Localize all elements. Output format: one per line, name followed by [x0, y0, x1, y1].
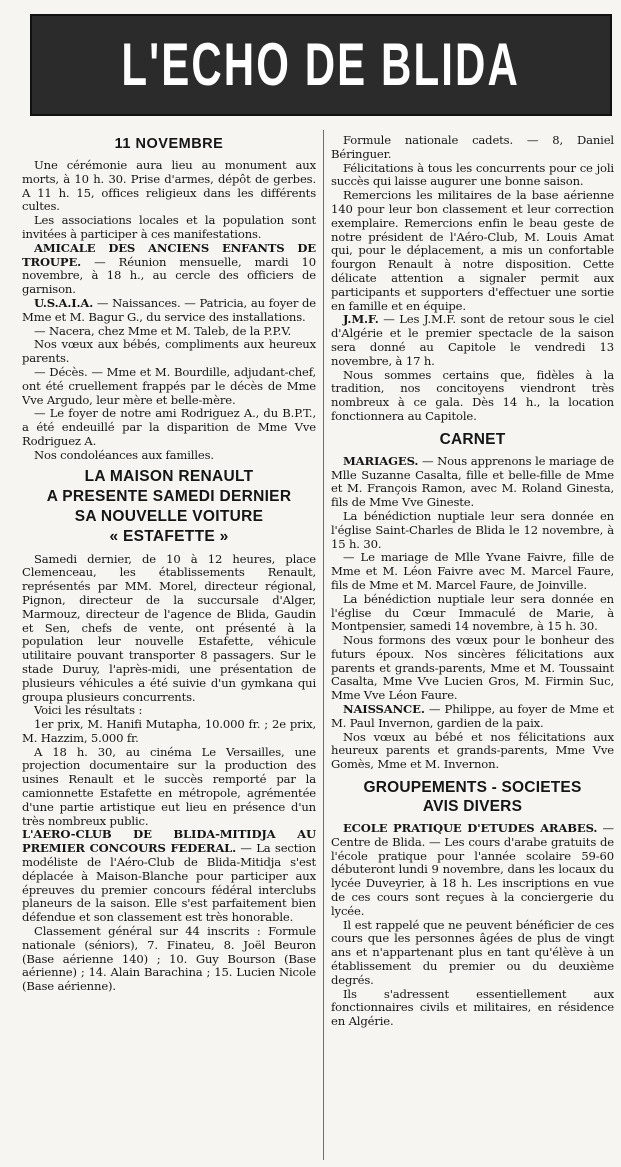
notice-aero-club: [22, 828, 316, 925]
notice-amicale: [22, 242, 316, 297]
notice-text: — Naissances. — Patricia, au foyer de Mme et M. Bagur G., du service des installations.: [22, 295, 316, 324]
heading-carnet: [331, 430, 614, 449]
paragraph: Samedi dernier, de 10 à 12 heures, place Clemenceau, les établissements Renault, représentés par MM. Morel, directeur régional, Pignon, directeur de la succursale d'Alger, Marmouz, directeur de l'agence de Blida, Gaudin et Sen, chefs de vente, ont présenté à la population leur nouvelle Estafette, véhicule utilitaire pouvant transporter 8 passagers. Sur le stade Duruy, l'après-midi, une présentation de plusieurs véhicules a été suivie d'un gymkana qui groupa plusieurs concurrents.: [22, 551, 316, 704]
heading-renault: [22, 467, 316, 547]
right-column: [331, 134, 614, 1158]
paragraph: Formule nationale cadets. — 8, Daniel Béringuer.: [331, 134, 614, 161]
paragraph: Il est rappelé que ne peuvent bénéficier de ces cours que les personnes âgées de plus de vingt ans et n'appartenant plus en tant qu'élève à un établissement du premier ou du deuxième degrés.: [331, 917, 614, 987]
left-column: [22, 134, 316, 1158]
paragraph: Les associations locales et la population sont invitées à participer à ces manifestations.: [22, 213, 316, 241]
heading-line: A PRESENTE SAMEDI DERNIER: [46, 487, 292, 505]
notice-lead: L'AERO-CLUB DE BLIDA-MITIDJA AU PREMIER CONCOURS FEDERAL.: [22, 827, 316, 856]
notice-text: — Centre de Blida. — Les cours d'arabe gratuits de l'école pratique pour l'année scolaire 59-60 débuteront lundi 9 novembre, dans les locaux du lycée Duveyrier, à 18 h. Les inscriptions en vue de ces cours sont reçues à la conciergerie du lycée.: [331, 821, 614, 918]
paragraph: La bénédiction nuptiale leur sera donnée en l'église du Cœur Immaculé de Marie, à Montpensier, samedi 14 novembre, à 15 h. 30.: [331, 591, 614, 634]
heading-line: SA NOUVELLE VOITURE: [74, 507, 264, 525]
notice-lead: ECOLE PRATIQUE D'ETUDES ARABES.: [343, 821, 598, 836]
paragraph: Nos condoléances aux familles.: [34, 447, 214, 462]
paragraph: Nos vœux au bébé et nos félicitations aux heureux parents et grands-parents, Mme Vve Gomès, Mme et M. Invernon.: [331, 729, 614, 772]
notice-jmf: [331, 313, 614, 368]
notice-usaia: [22, 297, 316, 325]
notice-text: — Réunion mensuelle, mardi 10 novembre, à 18 h., au cercle des officiers de garnison.: [22, 254, 316, 297]
paragraph: Nous formons des vœux pour le bonheur des futurs époux. Nos sincères félicitations aux parents et grands-parents, Mme et M. Toussaint Casalta, Mme Vve Lucien Gros, M. Firmin Suc, Mme Vve Léon Faure.: [331, 633, 614, 703]
paragraph: Remercions les militaires de la base aérienne 140 pour leur bon classement et leur correction exemplaire. Remercions enfin le beau geste de notre président de l'Aéro-Club, M. Louis Amat qui, pour le déplacement, a mis un confortable fourgon Renault à notre disposition. Cette délicate attention a signaler permit aux participants et supporters d'effectuer une sortie en famille et en équipe.: [331, 188, 614, 313]
heading-groupements: [331, 778, 614, 816]
column-divider: [323, 130, 324, 1160]
notice-text: — Les J.M.F. sont de retour sous le ciel d'Algérie et le premier spectacle de la saison sera donné au Capitole le vendredi 13 novembre, à 17 h.: [331, 312, 614, 368]
paragraph: Nous sommes certains que, fidèles à la tradition, nos concitoyens viendront très nombreux à ce gala. Dès 14 h., la location fonctionnera au Capitole.: [331, 367, 614, 423]
heading-line: LA MAISON RENAULT: [84, 467, 254, 485]
heading-line: CARNET: [439, 430, 506, 448]
notice-lead: J.M.F.: [343, 312, 379, 327]
paragraph: Ils s'adressent essentiellement aux fonctionnaires civils et militaires, en résidence en Algérie.: [331, 986, 614, 1029]
masthead-title: L'ECHO DE BLIDA: [121, 31, 521, 98]
paragraph: Une cérémonie aura lieu au monument aux morts, à 10 h. 30. Prise d'armes, dépôt de gerbes. A 11 h. 15, offices religieux dans les différents cultes.: [22, 158, 316, 214]
notice-lead: U.S.A.I.A.: [34, 295, 94, 310]
paragraph: Nos vœux aux bébés, compliments aux heureux parents.: [22, 337, 316, 366]
notice-mariages: [331, 455, 614, 510]
notice-naissance: [331, 703, 614, 731]
paragraph: 1er prix, M. Hanifi Mutapha, 10.000 fr. ; 2e prix, M. Hazzim, 5.000 fr.: [22, 717, 316, 745]
paragraph: A 18 h. 30, au cinéma Le Versailles, une projection documentaire sur la production des usines Renault et le succès remporté par la camionnette Estafette en métropole, agrémentée d'une partie artistique eut lieu en présence d'un très nombreux public.: [22, 744, 316, 828]
notice-lead: NAISSANCE.: [343, 702, 425, 717]
paragraph: — Le foyer de notre ami Rodriguez A., du B.P.T., a été endeuillé par la disparition de Mme Vve Rodriguez A.: [22, 406, 316, 448]
paragraph: Voici les résultats :: [34, 703, 143, 718]
paragraph: Classement général sur 44 inscrits : Formule nationale (séniors), 7. Finateu, 8. Joël Beuron (Base aérienne 140) ; 10. Guy Bourson (Base aérienne) ; 14. Alain Barachina ; 15. Lucien Nicole (Base aérienne).: [22, 924, 316, 994]
notice-lead: MARIAGES.: [343, 453, 419, 468]
masthead: [30, 14, 612, 116]
heading-line: AVIS DIVERS: [422, 798, 523, 816]
heading-line: « ESTAFETTE »: [109, 527, 229, 545]
notice-text: — Philippe, au foyer de Mme et M. Paul Invernon, gardien de la paix.: [331, 702, 614, 730]
paragraph: — Décès. — Mme et M. Bourdille, adjudant-chef, ont été cruellement frappés par le décès de Mme Vve Argudo, leur mère et belle-mère.: [22, 364, 316, 407]
paragraph: La bénédiction nuptiale leur sera donnée en l'église Saint-Charles de Blida le 12 novembre, à 15 h. 30.: [331, 508, 614, 551]
notice-text: — Nous apprenons le mariage de Mlle Suzanne Casalta, fille et belle-fille de Mme et M. François Ramon, avec M. Roland Ginesta, fils de Mme Vve Gineste.: [331, 453, 614, 510]
paragraph: — Nacera, chez Mme et M. Taleb, de la P.P.V.: [34, 323, 292, 338]
notice-text: — La section modéliste de l'Aéro-Club de Blida-Mitidja s'est déplacée à Maison-Blanche pour participer aux épreuves du premier concours fédéral interclubs planeurs de la saison. Elle s'est parfaitement bien défendue et son classement est très honorable.: [22, 841, 316, 925]
paragraph: Félicitations à tous les concurrents pour ce joli succès qui laisse augurer une bonne saison.: [331, 160, 614, 189]
heading-line: GROUPEMENTS - SOCIETES: [363, 779, 582, 797]
heading-11-novembre: 11 NOVEMBRE: [114, 136, 224, 152]
paragraph: — Le mariage de Mlle Yvane Faivre, fille de Mme et M. Léon Faivre avec M. Marcel Faure, fils de Mme et M. Marcel Faure, de Joinville.: [331, 550, 614, 592]
notice-lead: AMICALE DES ANCIENS ENFANTS DE TROUPE.: [22, 240, 316, 269]
notice-ecole: [331, 822, 614, 919]
